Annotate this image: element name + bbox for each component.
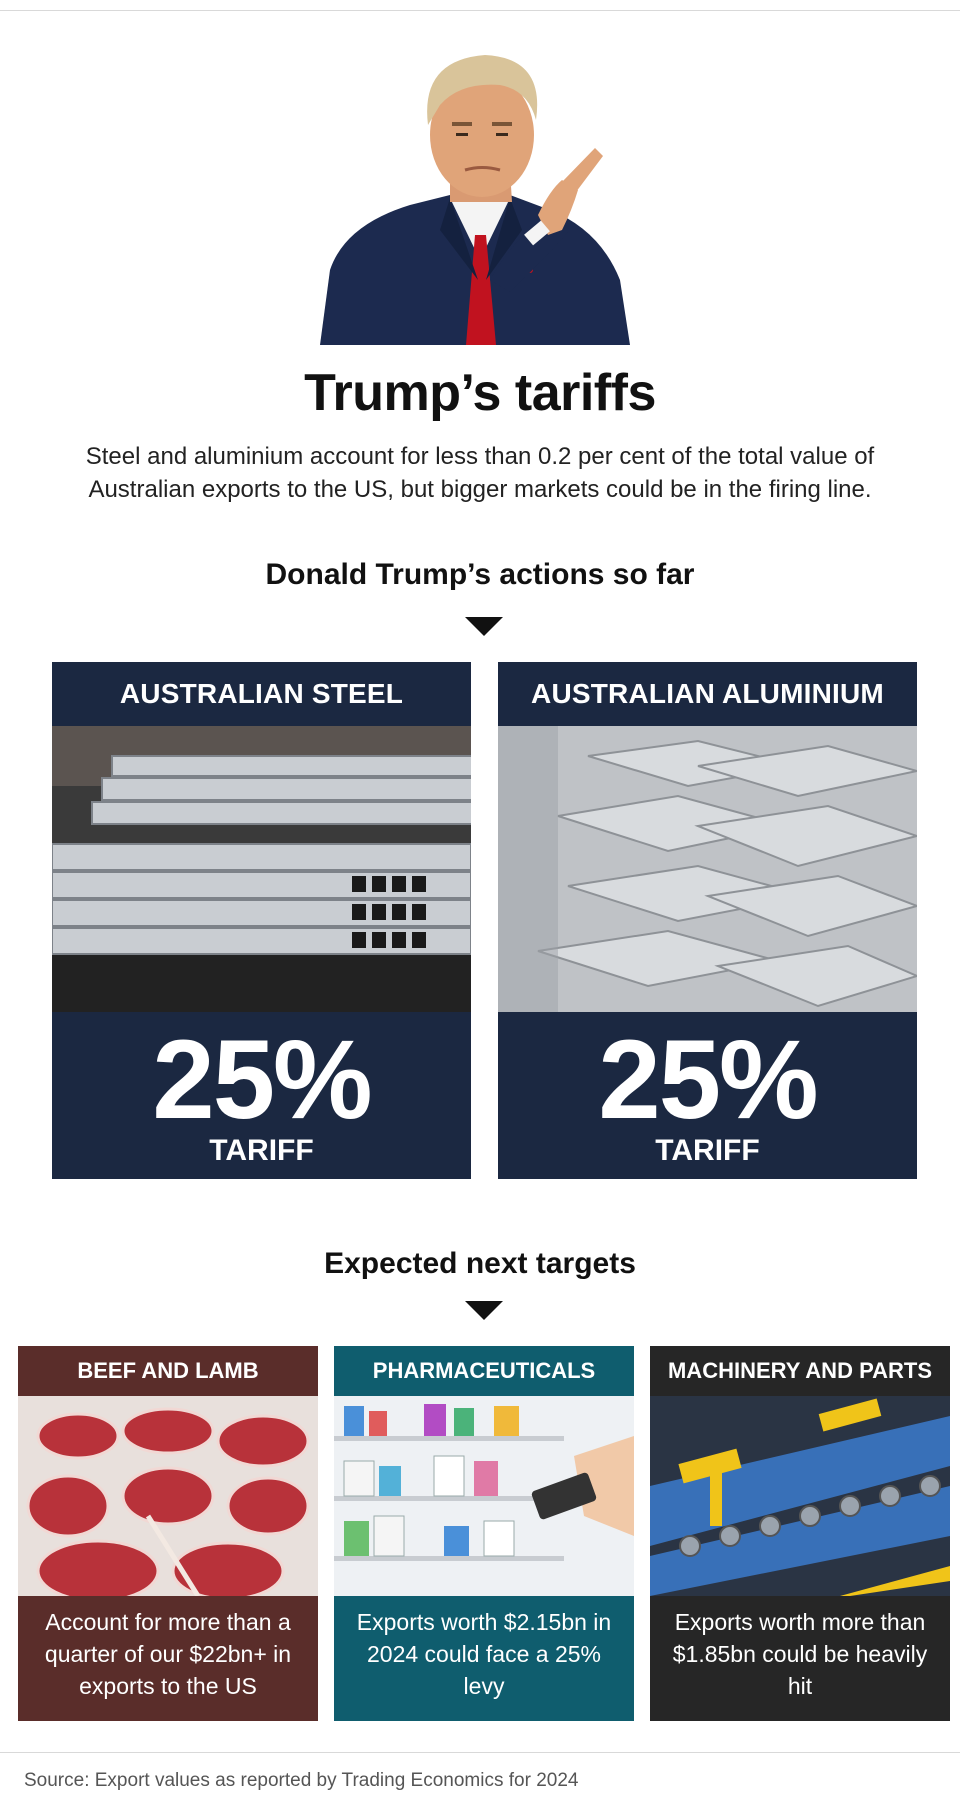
actions-heading: Donald Trump’s actions so far — [265, 558, 695, 591]
steel-tubes-image — [52, 726, 471, 1012]
pharmaceuticals-text: Exports worth $2.15bn in 2024 could face a 25% levy — [356, 1609, 612, 1699]
machinery-parts-card — [650, 1346, 950, 1721]
trump-portrait-image — [300, 30, 660, 345]
beef-lamb-text: Account for more than a quarter of our $22bn+ in exports to the US — [44, 1609, 292, 1699]
steel-tariff-value: 25% — [152, 1017, 371, 1142]
aluminium-tariff-label: TARIFF — [655, 1134, 760, 1167]
source-note: Source: Export values as reported by Trading Economics for 2024 — [24, 1770, 579, 1791]
aluminium-ingots-image — [498, 726, 917, 1012]
actions-arrow-icon — [465, 617, 503, 636]
aluminium-card-title: AUSTRALIAN ALUMINIUM — [531, 678, 884, 709]
bottom-divider — [0, 1752, 960, 1753]
steel-card-title: AUSTRALIAN STEEL — [119, 678, 404, 709]
targets-heading: Expected next targets — [324, 1247, 636, 1280]
beef-lamb-card — [18, 1346, 318, 1721]
meat-image — [18, 1396, 318, 1596]
aluminium-tariff-value: 25% — [598, 1017, 817, 1142]
machinery-parts-title: MACHINERY AND PARTS — [667, 1358, 932, 1383]
top-divider — [0, 10, 960, 11]
steel-tariff-label: TARIFF — [209, 1134, 314, 1167]
machinery-image — [650, 1396, 950, 1596]
pharmaceuticals-card — [334, 1346, 634, 1721]
aluminium-tariff-card — [498, 662, 917, 1179]
targets-arrow-icon — [465, 1301, 503, 1320]
beef-lamb-title: BEEF AND LAMB — [77, 1358, 259, 1383]
pharmacy-shelves-image — [334, 1396, 634, 1596]
machinery-parts-text: Exports worth more than $1.85bn could be heavily hit — [672, 1609, 928, 1699]
steel-tariff-card — [52, 662, 471, 1179]
pharmaceuticals-title: PHARMACEUTICALS — [372, 1358, 596, 1383]
intro-text: Steel and aluminium account for less than 0.2 per cent of the total value of Australian exports to the US, but bigger markets could be in the firing line. — [85, 443, 875, 503]
page-title: Trump’s tariffs — [304, 364, 656, 422]
